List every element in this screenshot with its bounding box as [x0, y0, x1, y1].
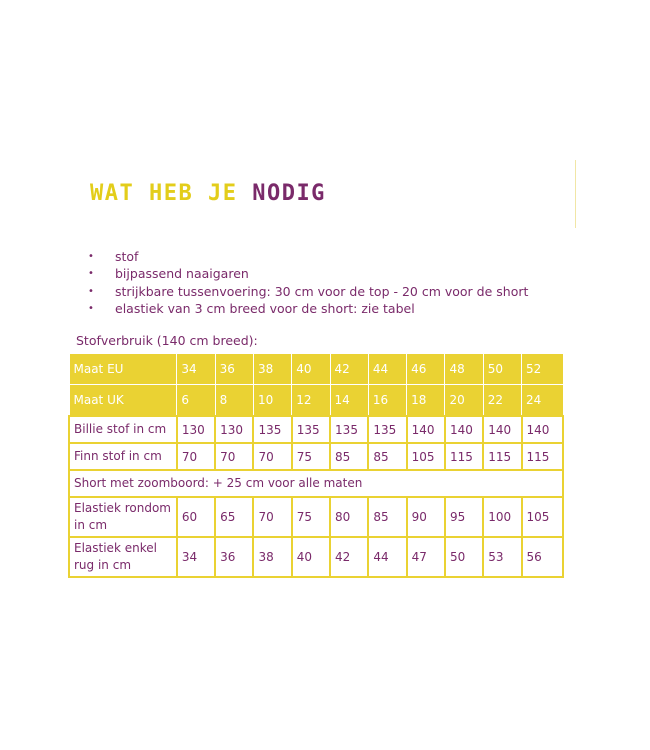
- table-cell: 135: [292, 416, 330, 443]
- list-item: [88, 265, 528, 282]
- row-label: Billie stof in cm: [69, 416, 177, 443]
- table-cell: 75: [292, 443, 330, 470]
- table-cell: 70: [253, 497, 291, 537]
- table-cell: 115: [445, 443, 483, 470]
- page-title: [90, 181, 326, 206]
- table-row-elastic-around: [69, 497, 563, 537]
- table-cell: 42: [330, 354, 368, 385]
- bullet-icon: •: [88, 268, 94, 280]
- table-row-finn: [69, 443, 563, 470]
- materials-list: [88, 248, 528, 318]
- table-cell: 105: [522, 497, 563, 537]
- table-cell: 80: [330, 497, 368, 537]
- bullet-icon: •: [88, 303, 94, 315]
- table-cell: 42: [330, 537, 368, 577]
- table-cell: 75: [292, 497, 330, 537]
- table-cell: 85: [330, 443, 368, 470]
- table-cell: 70: [177, 443, 215, 470]
- table-cell: 47: [407, 537, 445, 577]
- table-cell: 20: [445, 385, 483, 417]
- row-label: Finn stof in cm: [69, 443, 177, 470]
- table-cell: 135: [368, 416, 406, 443]
- table-cell: 8: [215, 385, 253, 417]
- divider-line: [575, 160, 576, 228]
- table-cell: 115: [483, 443, 521, 470]
- table-cell: 130: [215, 416, 253, 443]
- table-row-short-note: [69, 470, 563, 497]
- table-cell: 140: [445, 416, 483, 443]
- table-cell: 100: [483, 497, 521, 537]
- title-part-1: WAT HEB JE: [90, 181, 238, 206]
- size-table: [68, 353, 564, 578]
- table-row-billie: [69, 416, 563, 443]
- bullet-icon: •: [88, 251, 94, 262]
- table-cell: 40: [292, 354, 330, 385]
- table-cell: 52: [522, 354, 563, 385]
- list-item-text: elastiek van 3 cm breed voor de short: zie tabel: [115, 301, 415, 317]
- table-cell: 36: [215, 537, 253, 577]
- table-cell: 48: [445, 354, 483, 385]
- list-item-text: bijpassend naaigaren: [115, 266, 249, 282]
- table-cell: 65: [215, 497, 253, 537]
- table-cell: 95: [445, 497, 483, 537]
- table-cell: 44: [368, 354, 406, 385]
- table-cell: 85: [368, 443, 406, 470]
- list-item: [88, 283, 528, 300]
- table-cell: 90: [407, 497, 445, 537]
- table-cell: 50: [483, 354, 521, 385]
- table-cell: 130: [177, 416, 215, 443]
- table-cell: 140: [407, 416, 445, 443]
- table-cell: 18: [407, 385, 445, 417]
- table-row-size-eu: [69, 354, 563, 385]
- table-cell: 85: [368, 497, 406, 537]
- table-cell: 115: [522, 443, 563, 470]
- table-cell: 38: [253, 537, 291, 577]
- list-item-text: strijkbare tussenvoering: 30 cm voor de top - 20 cm voor de short: [115, 283, 529, 299]
- table-cell: 135: [330, 416, 368, 443]
- row-label: Maat EU: [69, 354, 177, 385]
- table-cell: 14: [330, 385, 368, 417]
- table-cell: 38: [253, 354, 291, 385]
- fabric-usage-label: Stofverbruik (140 cm breed):: [76, 333, 258, 348]
- table-cell: 50: [445, 537, 483, 577]
- table-cell: 22: [483, 385, 521, 417]
- title-part-2: NODIG: [252, 181, 326, 206]
- table-cell: 16: [368, 385, 406, 417]
- table-cell: 34: [177, 537, 215, 577]
- list-item-text: stof: [115, 249, 139, 264]
- table-cell: 140: [483, 416, 521, 443]
- short-note: Short met zoomboord: + 25 cm voor alle maten: [69, 470, 563, 497]
- table-cell: 70: [215, 443, 253, 470]
- table-cell: 44: [368, 537, 406, 577]
- table-cell: 135: [253, 416, 291, 443]
- table-cell: 6: [177, 385, 215, 417]
- table-cell: 10: [253, 385, 291, 417]
- table-cell: 105: [407, 443, 445, 470]
- table-cell: 36: [215, 354, 253, 385]
- table-cell: 60: [177, 497, 215, 537]
- bullet-icon: •: [88, 285, 94, 297]
- row-label: Maat UK: [69, 385, 177, 417]
- table-cell: 40: [292, 537, 330, 577]
- table-cell: 53: [483, 537, 521, 577]
- list-item: [88, 248, 528, 265]
- table-cell: 24: [522, 385, 563, 417]
- table-cell: 70: [253, 443, 291, 470]
- table-cell: 140: [522, 416, 563, 443]
- row-label: Elastiek rondom in cm: [69, 497, 177, 537]
- table-row-elastic-back: [69, 537, 563, 577]
- table-cell: 12: [292, 385, 330, 417]
- table-cell: 34: [177, 354, 215, 385]
- table-row-size-uk: [69, 385, 563, 417]
- list-item: [88, 300, 528, 317]
- table-cell: 46: [407, 354, 445, 385]
- row-label: Elastiek enkel rug in cm: [69, 537, 177, 577]
- table-cell: 56: [522, 537, 563, 577]
